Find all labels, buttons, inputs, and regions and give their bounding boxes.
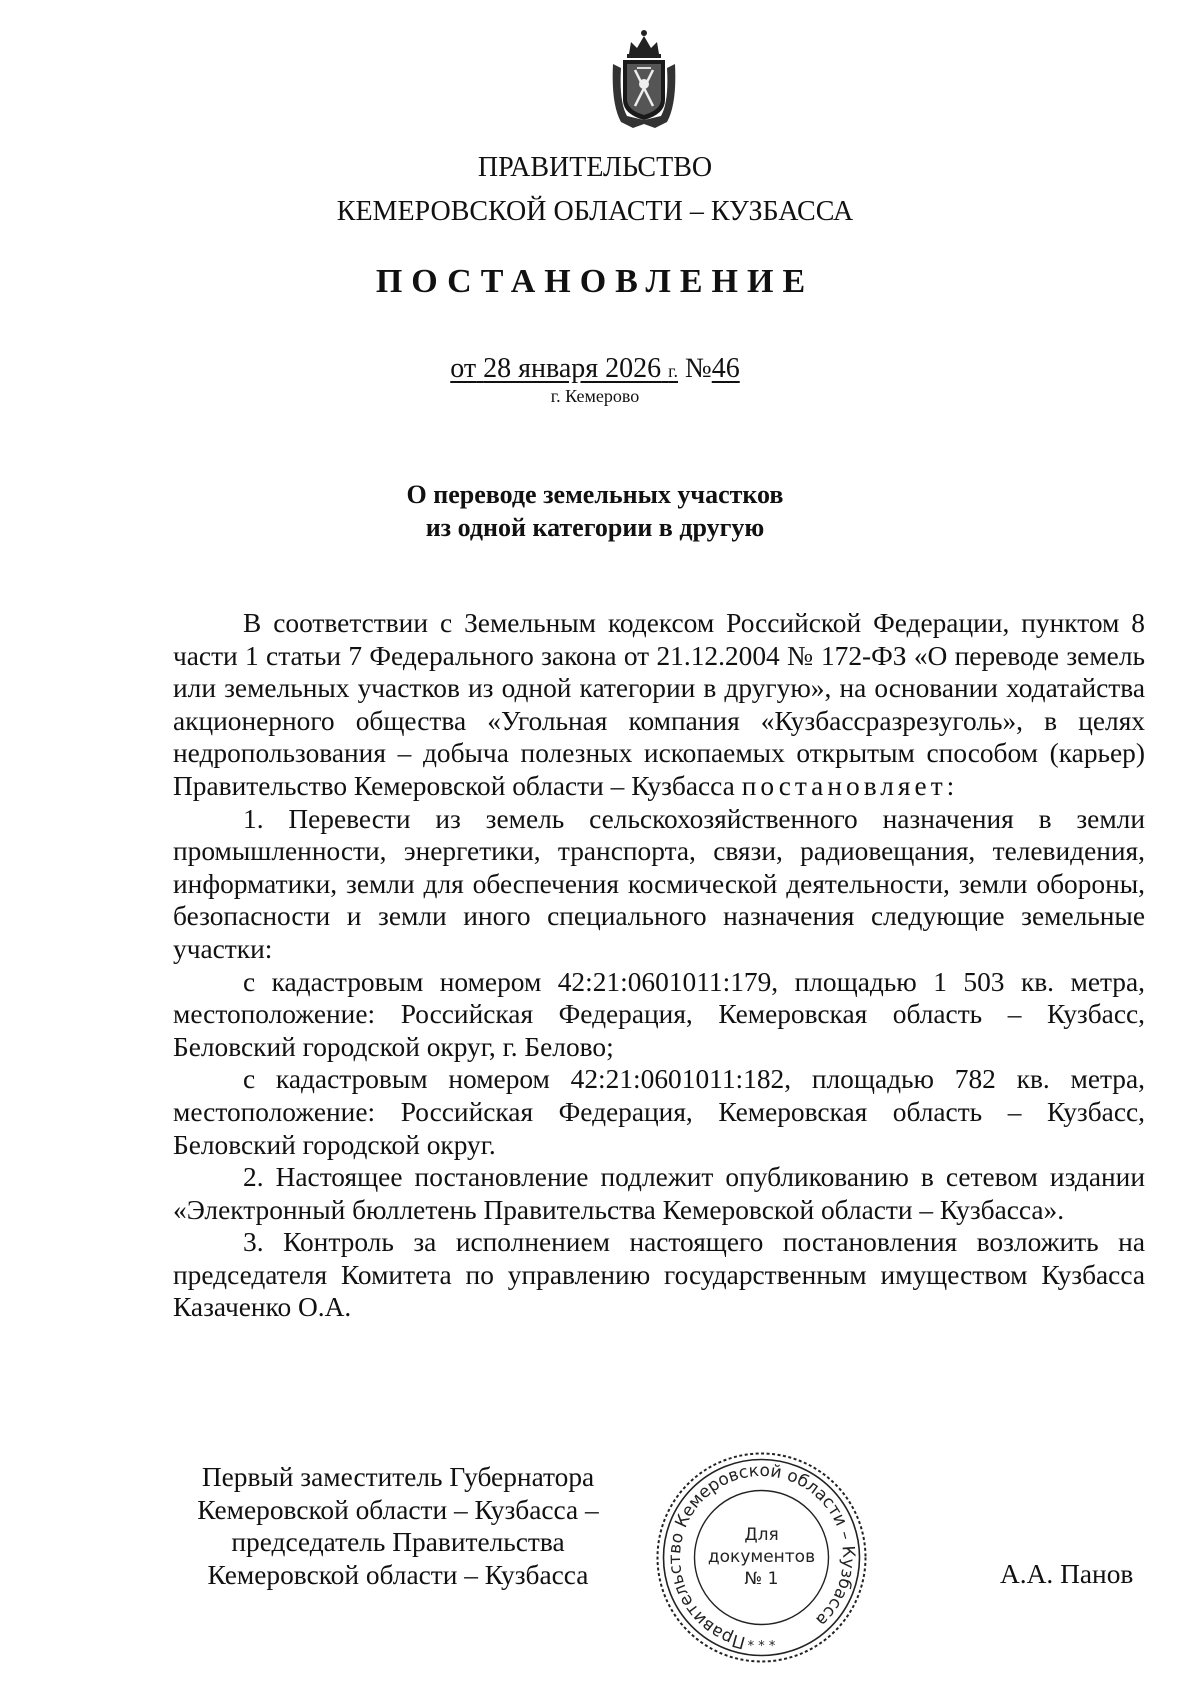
signatory-title-line4: Кемеровской области – Кузбасса (207, 1559, 589, 1590)
organization-name-line2: КЕМЕРОВСКОЙ ОБЛАСТИ – КУЗБАССА (336, 196, 854, 227)
organization-name-line1: ПРАВИТЕЛЬСТВО (477, 152, 713, 183)
subject-line2: из одной категории в другую (425, 513, 765, 542)
document-body (173, 607, 1145, 1324)
year-suffix: г. (668, 361, 679, 381)
item-3-paragraph: 3. Контроль за исполнением настоящего постановления возложить на председателя Комитета по управлению государственным имуществом Кузбасса Казаченко О.А. (173, 1227, 1145, 1323)
signatory-title-line3: председатель Правительства (231, 1527, 565, 1557)
date-number-line (0, 352, 1190, 388)
date-prefix: от (450, 353, 477, 384)
preamble-paragraph (173, 607, 1145, 803)
document-subject (0, 478, 1190, 544)
document-number: 46 (711, 353, 740, 384)
preamble-text: В соответствии с Земельным кодексом Российской Федерации, пунктом 8 части 1 статьи 7 Федерального закона от 21.12.2004 № 172-ФЗ «О переводе земель или земельных участков из одной категории в другую», на основании ходатайства акционерного общества «Угольная компания «Кузбассразрезуголь», в целях недропользования – добыча полезных ископаемых открытым способом (карьер) Правительство Кемеровской области – Кузбасса (173, 608, 1145, 801)
city-name: г. Кемерово (550, 386, 640, 406)
stamp-center-line3: № 1 (744, 1569, 779, 1589)
document-type-heading: ПОСТАНОВЛЕНИЕ (375, 263, 815, 300)
signatory-title (158, 1461, 638, 1591)
stamp-center-line1: Для (744, 1525, 779, 1545)
stamp-ring-text: Правительство Кемеровской области – Кузбасса (664, 1460, 859, 1653)
stamp-center-line2: документов (707, 1547, 816, 1567)
item-2-paragraph: 2. Настоящее постановление подлежит опубликованию в сетевом издании «Электронный бюллетень Правительства Кемеровской области – Кузбасса». (173, 1162, 1145, 1225)
item-1-parcel-b: с кадастровым номером 42:21:0601011:182, площадью 782 кв. метра, местоположение: Российская Федерация, Кемеровская область – Кузбасс, Беловский городской округ. (173, 1064, 1145, 1160)
coat-of-arms-emblem (607, 24, 681, 134)
signatory-name: А.А. Панов (1000, 1559, 1134, 1589)
item-1-parcel-a: с кадастровым номером 42:21:0601011:179, площадью 1 503 кв. метра, местоположение: Российская Федерация, Кемеровская область – Кузбасс, Беловский городской округ, г. Белово; (173, 966, 1145, 1062)
stamp-bottom-marks: * * * (747, 1639, 776, 1654)
number-prefix: № (685, 353, 712, 384)
official-stamp (653, 1449, 870, 1666)
signatory-title-line2: Кемеровской области – Кузбасса – (197, 1494, 599, 1525)
decree-word: постановляет: (741, 770, 959, 801)
signatory-title-line1: Первый заместитель Губернатора (201, 1462, 595, 1492)
item-1-paragraph: 1. Перевести из земель сельскохозяйственного назначения в земли промышленности, энергетики, транспорта, связи, радиовещания, телевидения, информатики, земли для обеспечения космической деятельности, земли обороны, безопасности и земли иного специального назначения следующие земельные участки: (173, 803, 1145, 964)
date-field (450, 353, 678, 384)
subject-line1: О переводе земельных участков (406, 480, 784, 509)
date-value: 28 января 2026 (483, 353, 662, 384)
